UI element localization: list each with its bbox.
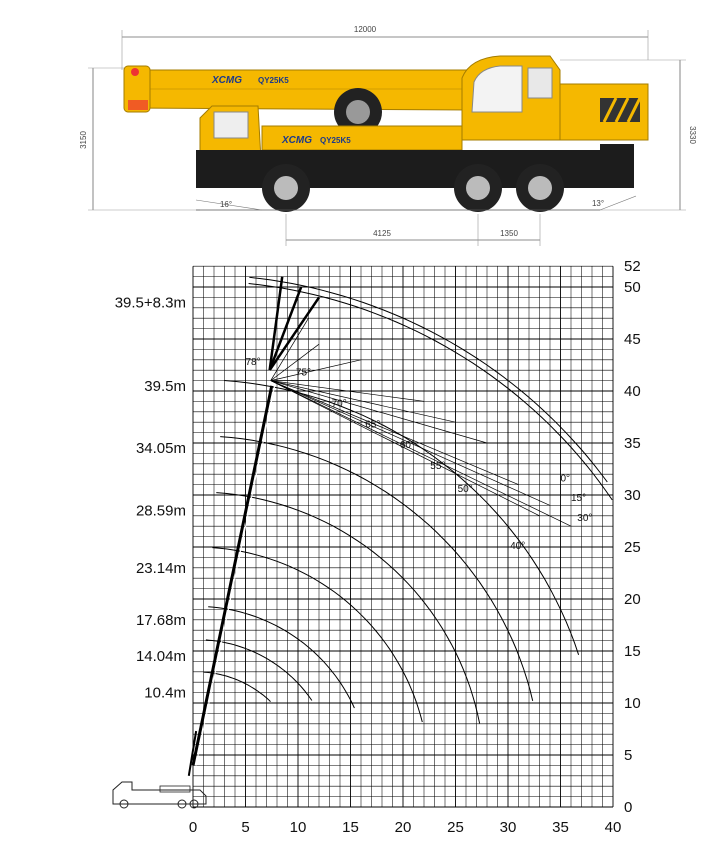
x-tick-label: 30 [499,819,517,836]
chart-grid [193,266,613,807]
x-tick-label: 0 [188,819,198,836]
boom [130,70,470,110]
boom-length-label: 10.4m [144,684,186,702]
deck-logo: XCMG [282,135,312,146]
x-tick-label: 15 [342,819,359,836]
y-tick-label: 35 [624,435,641,452]
boom-angle-label: 40° [510,541,526,553]
y-tick-label: 30 [624,487,641,504]
boom-length-label: 28.59m [135,502,186,520]
working-range-arcs [204,277,613,723]
boom-model: QY25K5 [258,76,289,85]
y-tick-label: 52 [624,258,641,276]
boom-angle-label: 60° [399,440,415,452]
range-arc [208,607,354,708]
boom-angle-label: 70° [331,398,347,410]
y-tick-label: 50 [624,279,641,296]
wheel-rear-2 [516,164,564,212]
boom-angle-label: 78° [245,357,261,368]
wheelbase-rear-label: 1350 [500,229,518,238]
boom-length-label: 39.5m [144,377,186,395]
wheel-front [262,164,310,212]
y-tick-label: 5 [624,747,633,764]
boom-angle-label: 15° [571,493,587,505]
cab-height-label: 3330 [688,126,697,144]
y-tick-label: 45 [624,331,641,348]
overall-height-label: 3150 [79,131,88,149]
chart-truck-icon [113,782,206,808]
driver-cab-window [214,112,248,138]
x-tick-label: 5 [241,819,250,836]
truck-elevation [79,25,697,246]
boom-angle-label: 50° [457,483,473,495]
y-tick-label: 25 [624,539,641,556]
x-tick-label: 25 [447,819,464,836]
boom-angle-label: 65° [365,419,381,431]
range-arc [212,548,422,722]
range-arc [224,381,578,655]
x-tick-label: 10 [289,819,307,836]
boom-angle-label: 55° [430,461,446,472]
boom-angle-label: 30° [577,513,593,524]
boom-length-label: 23.14m [135,559,186,577]
range-arc [204,672,271,702]
x-tick-label: 35 [552,819,569,836]
departure-angle-label: 13° [591,199,605,208]
y-tick-label: 15 [624,643,641,660]
wheel-rear-1 [454,164,502,212]
chassis [196,150,634,188]
deck-model: QY25K5 [320,136,351,145]
boom-logo: XCMG [212,75,242,86]
overall-length-label: 12000 [353,25,377,34]
x-tick-label: 40 [604,819,622,836]
boom-angle-label: 75° [295,367,312,379]
y-tick-label: 10 [624,695,641,712]
boom-length-label: 17.68m [135,611,186,629]
y-tick-label: 40 [624,383,641,400]
boom-length-label: 14.04m [135,648,186,666]
boom-length-label: 39.5+8.3m [114,294,186,312]
x-tick-label: 20 [394,819,412,836]
y-tick-label: 0 [624,799,633,816]
wheelbase-front-label: 4125 [373,229,391,238]
y-tick-label: 20 [624,591,641,608]
boom-angle-label: 0° [560,473,571,485]
boom-length-label: 34.05m [135,440,186,458]
boom-light [131,68,139,76]
approach-angle-label: 16° [219,200,233,209]
